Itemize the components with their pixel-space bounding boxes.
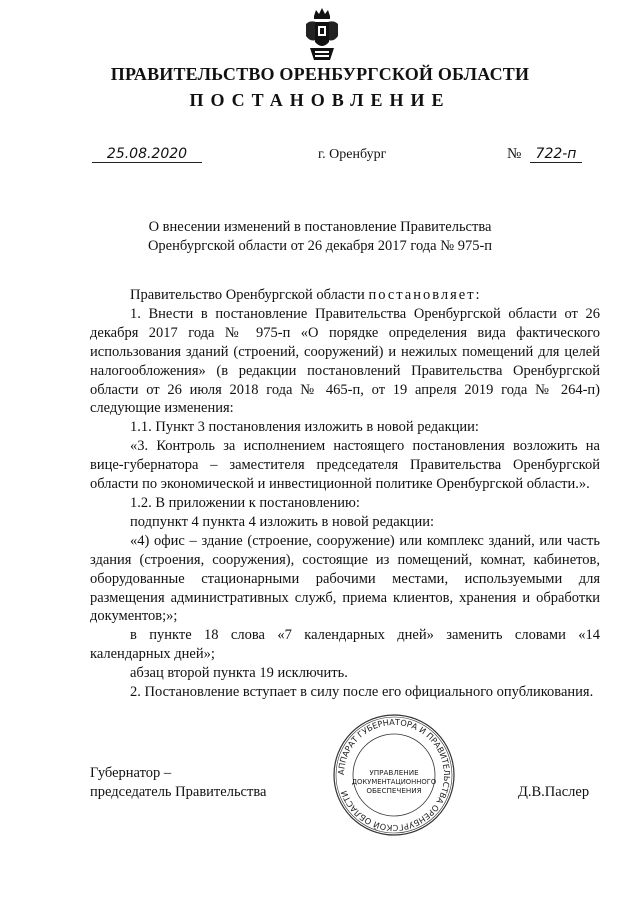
document-number: 722-п <box>530 146 582 163</box>
stamp-center-line: УПРАВЛЕНИЕ <box>369 768 419 777</box>
organization-title: ПРАВИТЕЛЬСТВО ОРЕНБУРГСКОЙ ОБЛАСТИ <box>110 64 530 84</box>
office-stamp <box>332 713 456 837</box>
stamp-center-line: ДОКУМЕНТАЦИОННОГО <box>351 778 437 786</box>
document-number-label: № <box>507 146 522 162</box>
signatory-title <box>90 764 266 802</box>
stamp-ring-text: АППАРАТ ГУБЕРНАТОРА И ПРАВИТЕЛЬСТВА ОРЕНБУРГСКОЙ ОБЛАСТИ <box>335 716 453 834</box>
signatory-name: Д.В.Паслер <box>518 784 590 800</box>
intro-paragraph <box>90 286 600 305</box>
intro-prefix: Правительство Оренбургской области <box>130 287 365 303</box>
body-paragraph: 1.2. В приложении к постановлению: <box>130 494 360 511</box>
signatory-title-line: Губернатор – <box>90 765 172 781</box>
body-paragraph: 1. Внести в постановление Правительства Оренбургской области от 26 декабря 2017 года № 975-п «О порядке определения вида фактического использования зданий (строений, сооружений) и нежилых помещений для целей налогообложения» (в редакции постановлений Правительства Оренбургской области от 26 июля 2018 года № 465-п, от 19 апреля 2019 года № 264-п) следующие изменения: <box>90 305 600 417</box>
document-type: ПОСТАНОВЛЕНИЕ <box>189 90 451 110</box>
body-paragraph: «3. Контроль за исполнением настоящего постановления возложить на вице-губернатора – заместителя председателя Правительства Оренбургской области по экономической и инвестиционной политике Оренбургской области.». <box>90 438 600 493</box>
document-body <box>90 286 600 702</box>
body-paragraph: «4) офис – здание (строение, сооружение) или комплекс зданий, или часть здания (строения, сооружения), состоящие из помещений, комнат, кабинетов, оборудованные стационарными рабочими местами, используемыми для размещения административных служб, приема клиентов, хранения и обработки документов;»; <box>90 532 600 625</box>
coat-of-arms-icon <box>302 6 342 62</box>
document-subject <box>0 218 640 256</box>
body-paragraph: подпункт 4 пункта 4 изложить в новой редакции: <box>130 513 434 530</box>
document-city: г. Оренбург <box>318 147 387 162</box>
subject-line: О внесении изменений в постановление Правительства <box>148 219 492 235</box>
document-date: 25.08.2020 <box>92 146 202 163</box>
stamp-center-line: ОБЕСПЕЧЕНИЯ <box>366 786 422 795</box>
intro-verb: постановляет: <box>368 287 482 303</box>
body-paragraph: 2. Постановление вступает в силу после его официального опубликования. <box>130 684 594 701</box>
signatory-title-line: председатель Правительства <box>90 784 267 800</box>
body-paragraph: 1.1. Пункт 3 постановления изложить в новой редакции: <box>130 419 479 436</box>
subject-line: Оренбургской области от 26 декабря 2017 года № 975-п <box>147 238 493 254</box>
body-paragraph: абзац второй пункта 19 исключить. <box>130 665 348 682</box>
body-paragraph: в пункте 18 слова «7 календарных дней» заменить словами «14 календарных дней»; <box>90 627 600 663</box>
